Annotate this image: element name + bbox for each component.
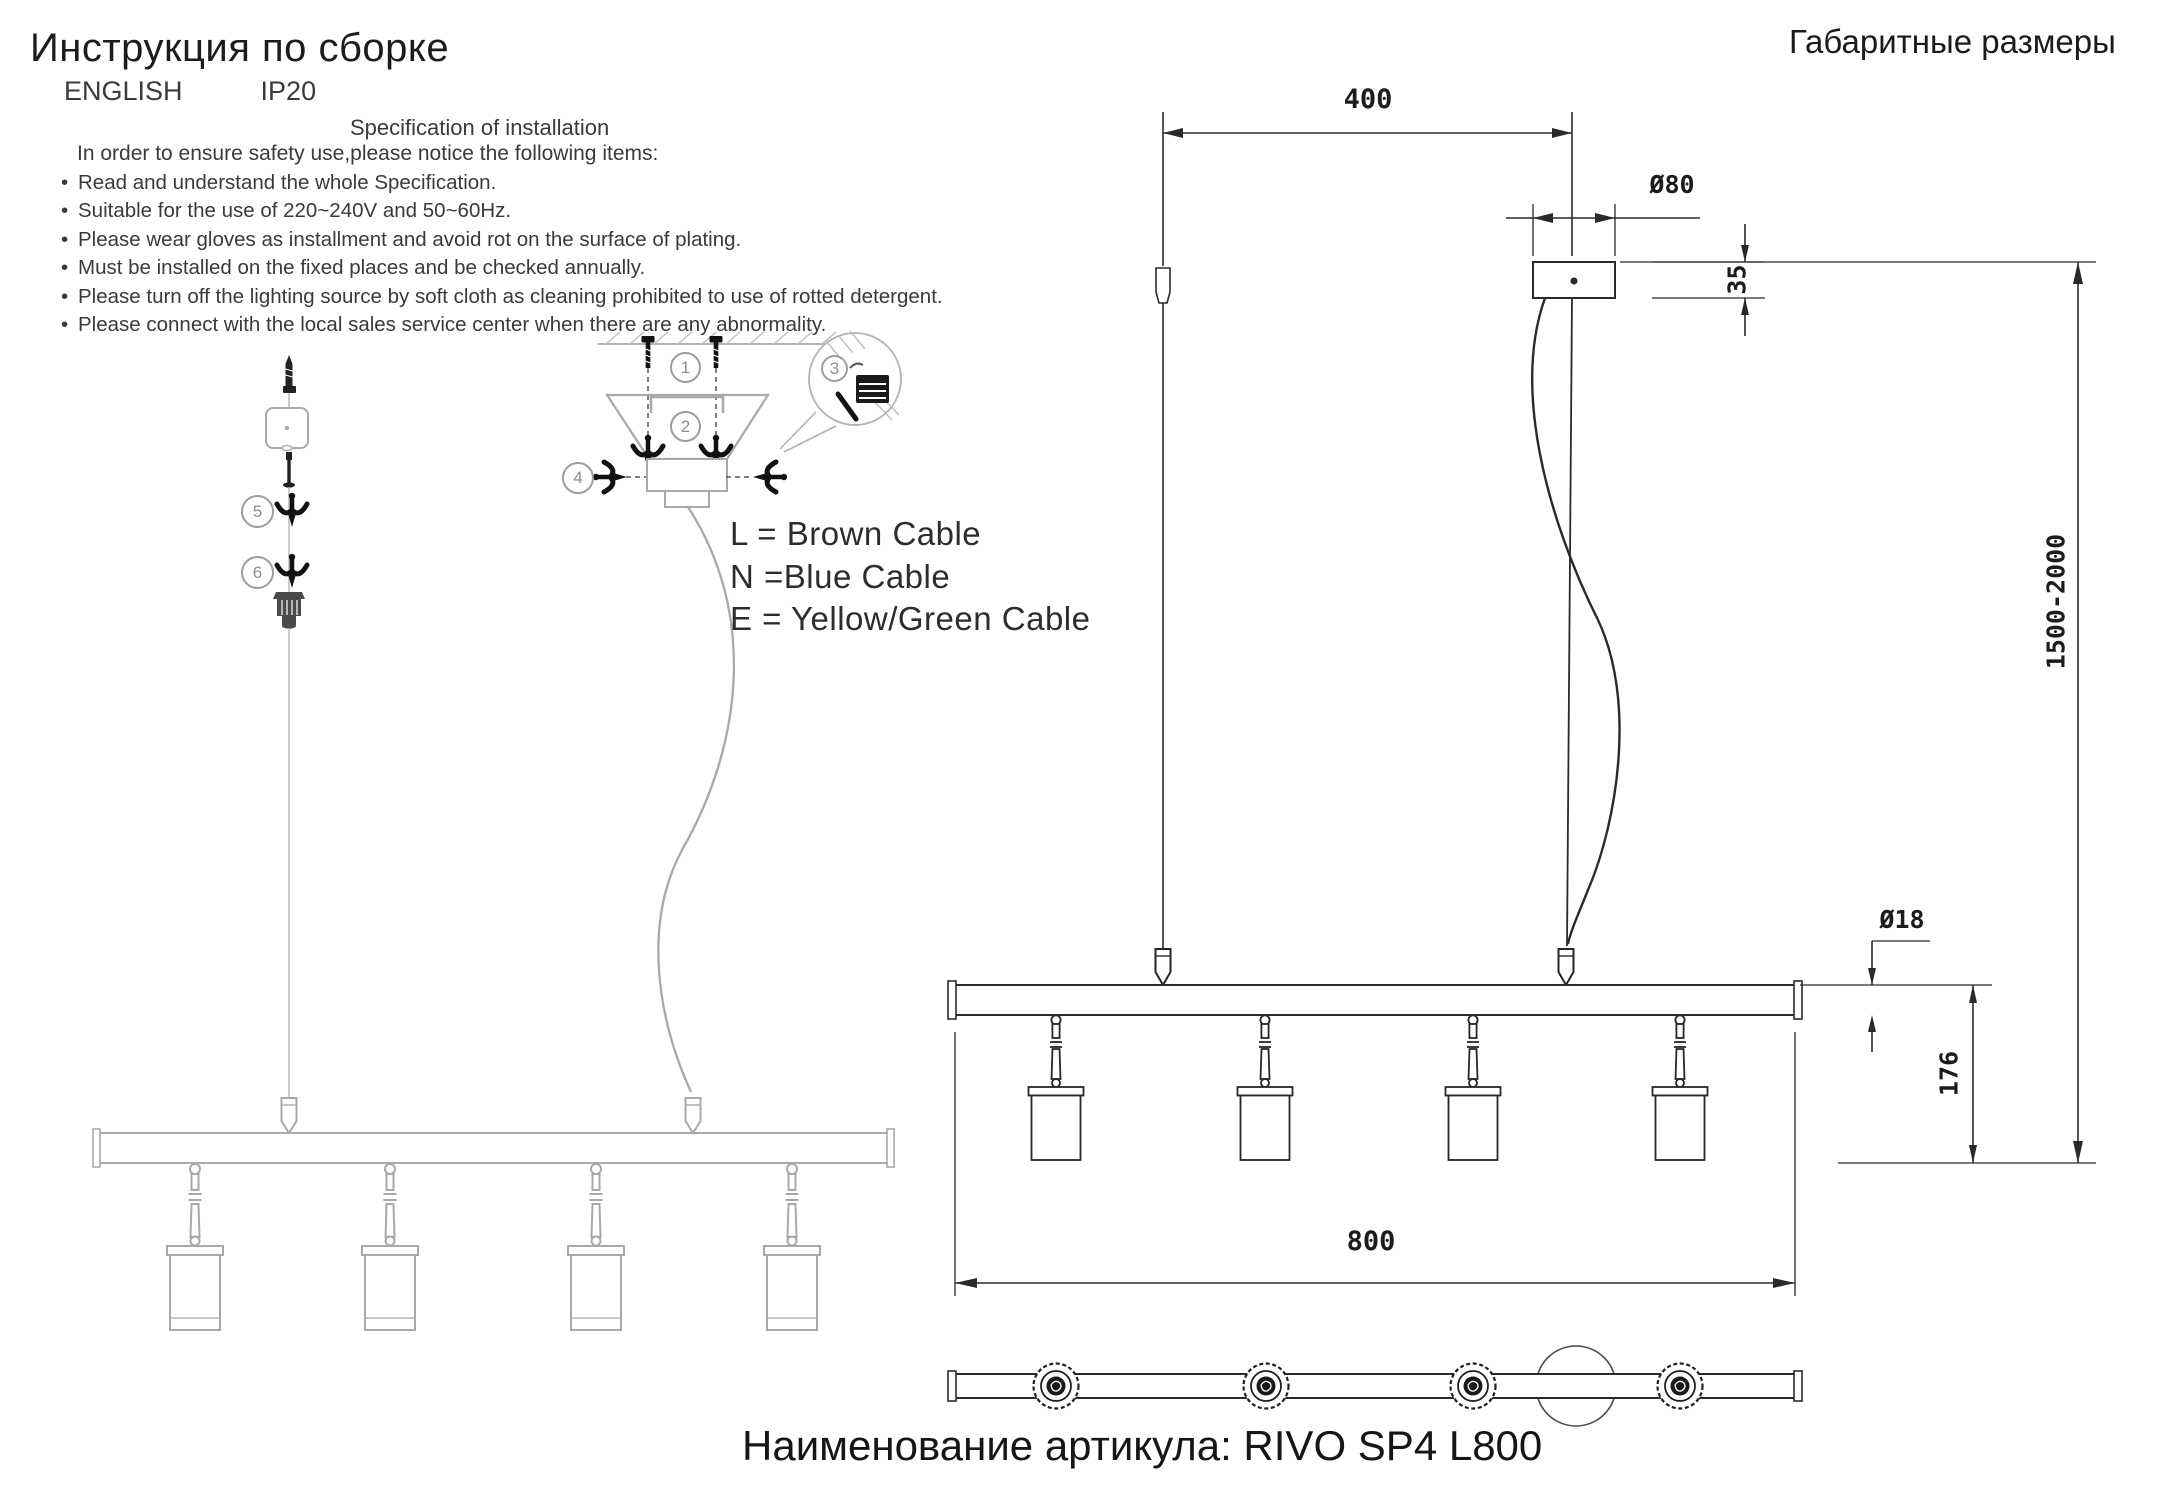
cable-legend (730, 513, 1090, 641)
spec-item: • Please connect with the local sales service center when there are any abnormality. (59, 311, 943, 339)
spec-list (59, 169, 943, 339)
callout-1: 1 (670, 352, 701, 383)
callout-2: 2 (670, 411, 701, 442)
spec-item: • Please turn off the lighting source by soft cloth as cleaning prohibited to use of rotted detergent. (59, 283, 943, 311)
spec-title: Specification of installation (350, 115, 610, 140)
language-label: ENGLISH (64, 76, 183, 106)
dimensions-title: Габаритные размеры (1789, 23, 2116, 60)
cable-legend-line: L = Brown Cable (730, 515, 982, 552)
sheet-title-ru: Инструкция по сборке (30, 26, 450, 70)
dim-400: 400 (1343, 84, 1393, 115)
spec-item: • Read and understand the whole Specification. (59, 169, 943, 197)
spec-item: • Suitable for the use of 220~240V and 50~60Hz. (59, 197, 943, 225)
dimension-drawing (948, 112, 2096, 1296)
fixture-front-view-left (93, 1098, 894, 1330)
callout-5: 5 (241, 495, 274, 528)
cable-legend-line: N =Blue Cable (730, 557, 951, 595)
language-line (64, 76, 316, 107)
callout-4: 4 (562, 462, 594, 494)
spec-item: • Must be installed on the fixed places and be checked annually. (59, 254, 943, 282)
dim-800: 800 (1346, 1226, 1396, 1257)
ip-rating-label: IP20 (260, 76, 317, 106)
dim-canopy-height: 35 (1722, 264, 1752, 295)
dim-canopy-diameter: Ø80 (1649, 170, 1695, 199)
article-name: Наименование артикула: RIVO SP4 L800 (742, 1422, 1543, 1469)
callout-3: 3 (821, 355, 848, 382)
exploded-parts-column (266, 355, 308, 1097)
terminal-detail-balloon (780, 331, 901, 452)
spec-item: • Please wear gloves as installment and avoid rot on the surface of plating. (59, 226, 943, 254)
dim-cable-length: 1500-2000 (2042, 516, 2071, 688)
dim-tube-diameter: Ø18 (1879, 905, 1925, 934)
spec-intro: In order to ensure safety use,please notice the following items: (77, 142, 659, 165)
canopy-assembly-diagram (593, 332, 852, 1092)
fixture-plan-view (948, 1346, 1802, 1426)
callout-6: 6 (241, 556, 274, 589)
dim-head-height: 176 (1934, 1050, 1964, 1097)
cable-legend-line: E = Yellow/Green Cable (730, 600, 1091, 637)
